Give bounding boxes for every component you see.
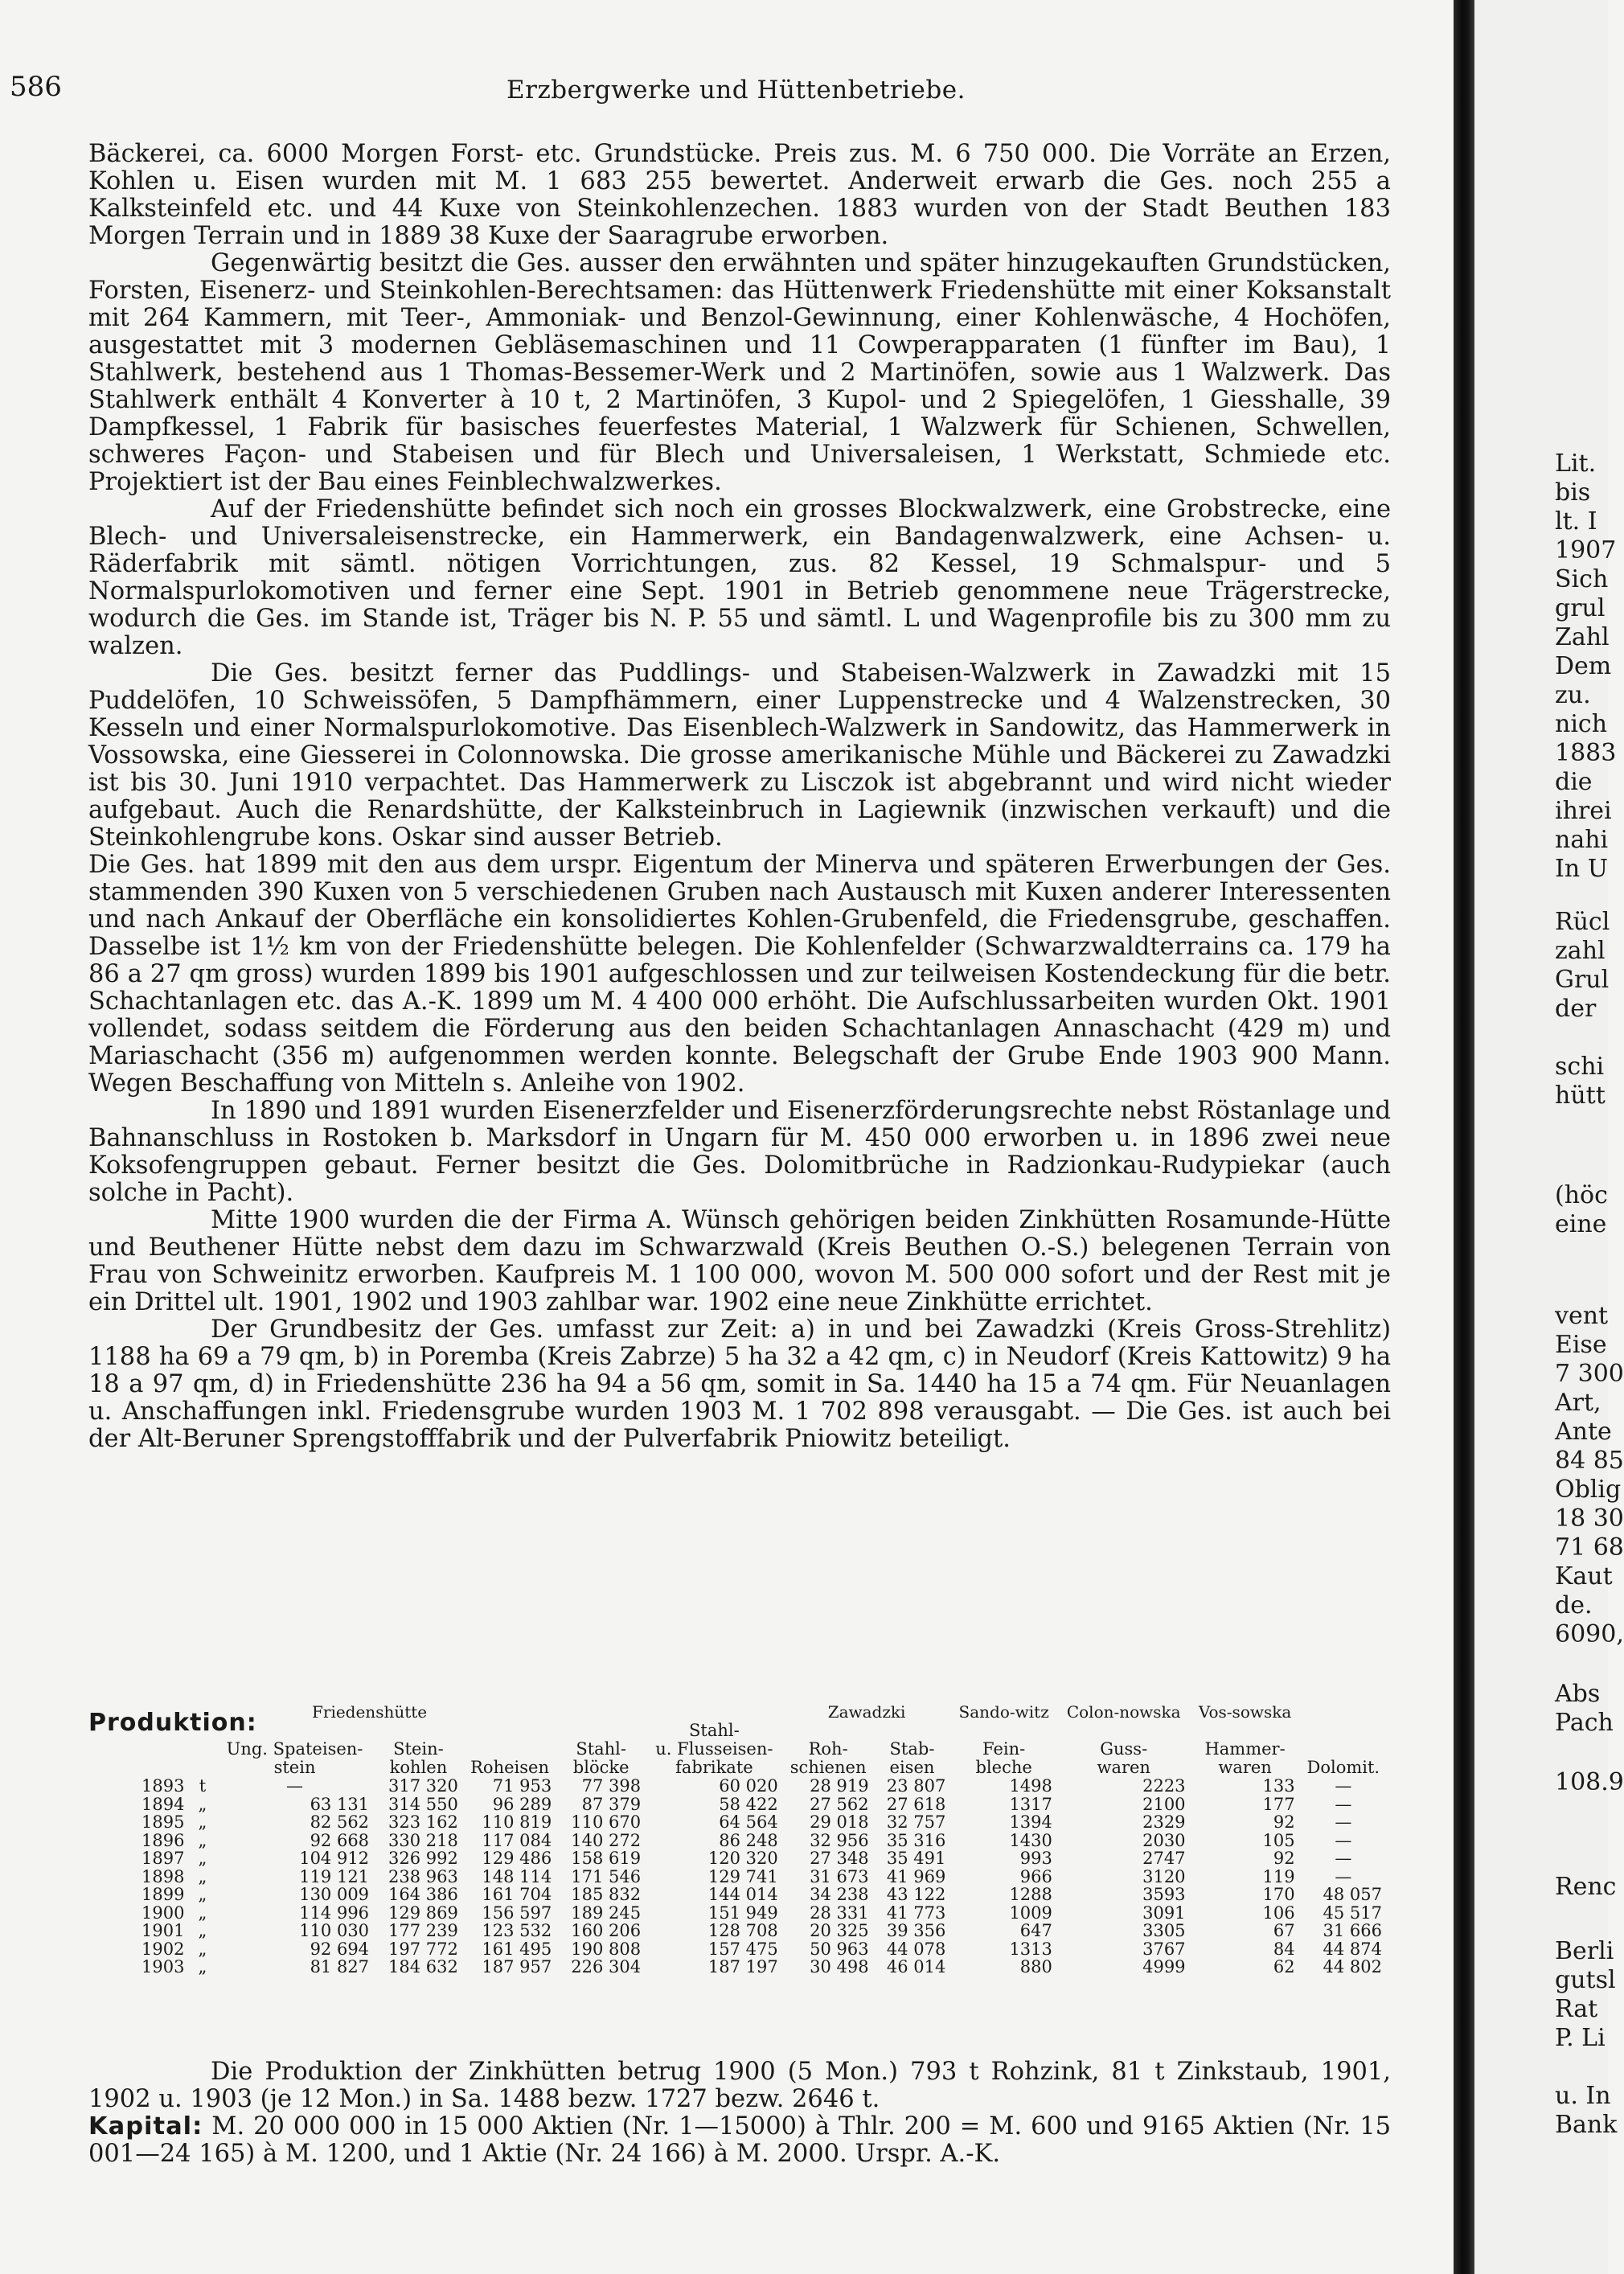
value-cell: 170 — [1262, 1885, 1295, 1904]
value-cell: 184 632 — [388, 1957, 458, 1976]
table-row — [137, 1886, 1387, 1904]
production-table — [137, 1703, 1387, 1976]
right-page-fragment: 18 30 — [1555, 1504, 1624, 1533]
value-cell: 46 014 — [886, 1957, 946, 1976]
value-cell: 966 — [1019, 1866, 1052, 1886]
value-cell: 106 — [1262, 1903, 1295, 1923]
column-header: Ung. Spateisen- stein — [226, 1739, 363, 1777]
value-cell: 129 741 — [707, 1866, 778, 1886]
value-cell: 35 491 — [886, 1849, 946, 1868]
value-cell: 48 057 — [1323, 1885, 1382, 1904]
value-cell: 148 114 — [482, 1866, 552, 1886]
right-page-fragment: vent — [1555, 1302, 1609, 1330]
group-zawadzki: Zawadzki — [827, 1702, 906, 1722]
unit-cell: „ — [198, 1866, 207, 1886]
value-cell: 3767 — [1142, 1939, 1186, 1959]
right-page-fragment: nich — [1555, 710, 1608, 738]
value-cell: 104 912 — [299, 1849, 370, 1868]
table-row — [137, 1777, 1387, 1796]
paragraph: Bäckerei, ca. 6000 Morgen Forst- etc. Grundstücke. Preis zus. M. 6 750 000. Die Vorräte an Erzen, Kohlen u. Eisen wurden mit M. 1 683 255 bewertet. Anderweit erwarb die Ges. noch 255 a Kalksteinfeld etc. und 44 Kuxe von Steinkohlenzechen. 1883 wurden von der Stadt Beuthen 183 Morgen Terrain und in 1889 38 Kuxe der Saaragrube erworben. — [88, 140, 1391, 250]
value-cell: 3120 — [1142, 1866, 1186, 1886]
right-page-fragment: Renc — [1555, 1873, 1617, 1901]
value-cell: 130 009 — [299, 1885, 370, 1904]
value-cell: 71 953 — [492, 1776, 552, 1796]
right-page-fragment: 1883 — [1555, 739, 1617, 767]
group-sandowitz: Sando-witz — [958, 1702, 1049, 1722]
unit-cell: „ — [198, 1794, 207, 1814]
unit-cell: „ — [198, 1939, 207, 1959]
column-header: Stab- eisen — [889, 1739, 935, 1777]
value-cell: 20 325 — [810, 1921, 869, 1940]
value-cell: 161 704 — [482, 1885, 552, 1904]
value-cell: 1313 — [1009, 1939, 1052, 1959]
value-cell: 67 — [1273, 1921, 1295, 1940]
group-colonnowska: Colon-nowska — [1066, 1702, 1181, 1722]
column-header: Stein- kohlen — [389, 1739, 448, 1777]
right-page-fragment: zu. — [1555, 681, 1591, 709]
value-cell: 119 121 — [299, 1866, 370, 1886]
value-cell: 993 — [1019, 1849, 1052, 1868]
value-cell: 647 — [1019, 1921, 1052, 1940]
value-cell: — — [286, 1776, 304, 1796]
value-cell: 41 969 — [886, 1866, 946, 1886]
right-page-fragment: ihrei — [1555, 797, 1612, 825]
value-cell: 133 — [1262, 1776, 1295, 1796]
table-row — [137, 1849, 1387, 1868]
value-cell: 114 996 — [299, 1903, 370, 1923]
kapital-text: M. 20 000 000 in 15 000 Aktien (Nr. 1—15000) à Thlr. 200 = M. 600 und 9165 Aktien (Nr. 15 001—24 165) à M. 1200, und 1 Aktie (Nr. 24 166) à M. 2000. Urspr. A.-K. — [88, 2112, 1392, 2168]
paragraph: Die Ges. hat 1899 mit den aus dem urspr. Eigentum der Minerva und späteren Erwerbungen der Ges. stammenden 390 Kuxen von 5 verschiedenen Gruben nach Austausch mit Kuxen anderer Interessenten und nach Ankauf der Oberfläche ein konsolidiertes Kohlen-Grubenfeld, die Friedensgrube, geschaffen. Dasselbe ist 1½ km von der Friedenshütte belegen. Die Kohlenfelder (Schwarzwaldterrains ca. 179 ha 86 a 27 qm gross) wurden 1899 bis 1901 aufgeschlossen und zur teilweisen Kostendeckung für die betr. Schachtanlagen etc. das A.-K. 1899 um M. 4 400 000 erhöht. Die Aufschlussarbeiten wurden Okt. 1901 vollendet, sodass seitdem die Förderung aus den beiden Schachtanlagen Annaschacht (429 m) und Mariaschacht (356 m) aufgenommen werden konnte. Belegschaft der Grube Ende 1903 900 Mann. Wegen Beschaffung von Mitteln s. Anleihe von 1902. — [88, 851, 1391, 1098]
year-cell: 1897 — [141, 1849, 185, 1868]
table-row — [137, 1958, 1387, 1976]
right-page-fragment: lt. I — [1555, 507, 1597, 536]
right-page-fragment: grul — [1555, 594, 1606, 622]
value-cell: 92 694 — [310, 1939, 370, 1959]
right-page-fragment: Dem — [1555, 652, 1612, 680]
year-cell: 1893 — [141, 1776, 185, 1796]
value-cell: 110 819 — [482, 1812, 552, 1832]
right-page-fragment: hütt — [1555, 1082, 1606, 1110]
paragraph: In 1890 und 1891 wurden Eisenerzfelder und Eisenerzförderungsrechte nebst Röstanlage und Bahnanschluss in Rostoken b. Marksdorf in Ungarn für M. 450 000 erworben u. in 1896 zwei neue Koksofengruppen gebaut. Ferner besitzt die Ges. Dolomitbrüche in Radzionkau-Rudypiekar (auch solche in Pacht). — [88, 1097, 1391, 1207]
unit-cell: „ — [198, 1921, 207, 1940]
year-cell: 1901 — [141, 1921, 185, 1940]
value-cell: 3091 — [1142, 1903, 1186, 1923]
right-page-fragment: 6090, — [1555, 1620, 1624, 1648]
right-page-fragment: (höc — [1555, 1181, 1608, 1209]
value-cell: 177 — [1262, 1794, 1295, 1814]
right-page-fragment: Rücl — [1555, 908, 1610, 936]
right-page-fragment: Ante — [1555, 1418, 1612, 1446]
value-cell: 129 869 — [388, 1903, 458, 1923]
value-cell: 314 550 — [388, 1794, 458, 1814]
value-cell: — — [1335, 1866, 1352, 1886]
value-cell: 151 949 — [707, 1903, 778, 1923]
right-page-fragment: eine — [1555, 1210, 1607, 1238]
table-row — [137, 1940, 1387, 1959]
value-cell: 177 239 — [388, 1921, 458, 1940]
table-row — [137, 1813, 1387, 1832]
value-cell: 238 963 — [388, 1866, 458, 1886]
value-cell: 317 320 — [388, 1776, 458, 1796]
value-cell: 190 808 — [571, 1939, 642, 1959]
value-cell: 2223 — [1142, 1776, 1186, 1796]
value-cell: 44 078 — [886, 1939, 946, 1959]
value-cell: 323 162 — [388, 1812, 458, 1832]
right-page-fragment: Art, — [1555, 1389, 1601, 1417]
page-number: 586 — [10, 71, 62, 103]
value-cell: 30 498 — [810, 1957, 869, 1976]
value-cell: 3593 — [1142, 1885, 1186, 1904]
right-page-fragment: P. Li — [1555, 2024, 1606, 2052]
table-row — [137, 1832, 1387, 1850]
group-vossowska: Vos-sowska — [1198, 1702, 1292, 1722]
value-cell: 81 827 — [310, 1957, 370, 1976]
unit-cell: „ — [198, 1885, 207, 1904]
value-cell: 128 708 — [707, 1921, 778, 1940]
column-header: Roheisen — [470, 1758, 549, 1777]
right-page-fragment: de. — [1555, 1591, 1593, 1619]
running-title: Erzbergwerke und Hüttenbetriebe. — [506, 76, 966, 105]
page-gutter-shadow — [1454, 0, 1474, 2274]
value-cell: 164 386 — [388, 1885, 458, 1904]
production-rows — [137, 1777, 1387, 1976]
right-page-fragment: 71 68 — [1555, 1533, 1624, 1562]
value-cell: 23 807 — [886, 1776, 946, 1796]
value-cell: 105 — [1262, 1830, 1295, 1850]
right-page-fragment: Rat — [1555, 1995, 1598, 2023]
value-cell: 27 562 — [810, 1794, 869, 1814]
year-cell: 1900 — [141, 1903, 185, 1923]
value-cell: 43 122 — [886, 1885, 946, 1904]
right-page-fragment: die — [1555, 768, 1593, 796]
value-cell: 27 618 — [886, 1794, 946, 1814]
right-page-fragment: u. In — [1555, 2082, 1611, 2110]
table-row — [137, 1796, 1387, 1814]
value-cell: 129 486 — [482, 1849, 552, 1868]
right-page-fragment: Pach — [1555, 1709, 1614, 1737]
value-cell: 226 304 — [571, 1957, 642, 1976]
column-header: Dolomit. — [1306, 1758, 1380, 1777]
zinc-production-text: Die Produktion der Zinkhütten betrug 1900 (5 Mon.) 793 t Rohzink, 81 t Zinkstaub, 1901, 1902 u. 1903 (je 12 Mon.) in Sa. 1488 bezw. 1727 bezw. 2646 t. — [88, 2058, 1391, 2113]
value-cell: — — [1335, 1812, 1352, 1832]
value-cell: 31 673 — [810, 1866, 869, 1886]
value-cell: 156 597 — [482, 1903, 552, 1923]
right-page-fragment: Abs — [1555, 1680, 1601, 1708]
group-friedenshuette: Friedenshütte — [312, 1702, 428, 1722]
value-cell: 110 030 — [299, 1921, 370, 1940]
value-cell: 2030 — [1142, 1830, 1186, 1850]
value-cell: 82 562 — [310, 1812, 370, 1832]
year-cell: 1899 — [141, 1885, 185, 1904]
value-cell: 4999 — [1142, 1957, 1186, 1976]
value-cell: 92 — [1273, 1812, 1295, 1832]
value-cell: 28 331 — [810, 1903, 869, 1923]
right-page-fragment: nahi — [1555, 826, 1609, 854]
right-page-fragment: schi — [1555, 1053, 1605, 1081]
value-cell: 123 532 — [482, 1921, 552, 1940]
right-page-fragment: der — [1555, 995, 1597, 1023]
value-cell: 41 773 — [886, 1903, 946, 1923]
unit-cell: „ — [198, 1849, 207, 1868]
right-page-fragment: Zahl — [1555, 623, 1610, 651]
right-page-fragment: Oblig — [1555, 1476, 1622, 1504]
value-cell: 119 — [1262, 1866, 1295, 1886]
value-cell: 189 245 — [571, 1903, 642, 1923]
unit-cell: „ — [198, 1957, 207, 1976]
value-cell: 160 206 — [571, 1921, 642, 1940]
value-cell: 39 356 — [886, 1921, 946, 1940]
value-cell: — — [1335, 1794, 1352, 1814]
paragraph: Gegenwärtig besitzt die Ges. ausser den erwähnten und später hinzugekauften Grundstücken, Forsten, Eisenerz- und Steinkohlen-Berechtsamen: das Hüttenwerk Friedenshütte mit einer Koksanstalt mit 264 Kammern, mit Teer-, Ammoniak- und Benzol-Gewinnung, einer Kohlenwäsche, 4 Hochöfen, ausgestattet mit 3 modernen Gebläsemaschinen und 11 Cowperapparaten (1 fünfter im Bau), 1 Stahlwerk, bestehend aus 1 Thomas-Bessemer-Werk und 2 Martinöfen, sowie aus 1 Walzwerk. Das Stahlwerk enthält 4 Konverter à 10 t, 2 Martinöfen, 3 Kupol- und 2 Spiegelöfen, 1 Giesshalle, 39 Dampfkessel, 1 Fabrik für basisches feuerfestes Material, 1 Walzwerk für Schienen, Schwellen, schweres Façon- und Stabeisen und für Blech und Universaleisen, 1 Werkstatt, Schmiede etc. Projektiert ist der Bau eines Feinblechwalzwerkes. — [88, 249, 1391, 496]
table-row — [137, 1922, 1387, 1940]
column-header: Fein- bleche — [975, 1739, 1032, 1777]
right-page-fragment: Lit. — [1555, 449, 1597, 478]
right-page-fragment: Bank — [1555, 2111, 1618, 2139]
right-page-fragment: Kaut — [1555, 1562, 1613, 1591]
right-page-fragment: gutsl — [1555, 1966, 1616, 1994]
value-cell: 32 956 — [810, 1830, 869, 1850]
value-cell: 2100 — [1142, 1794, 1186, 1814]
value-cell: 45 517 — [1323, 1903, 1382, 1923]
value-cell: 44 802 — [1323, 1957, 1382, 1976]
value-cell: 64 564 — [719, 1812, 778, 1832]
value-cell: 2747 — [1142, 1849, 1186, 1868]
right-page-fragment: 84 85 — [1555, 1447, 1624, 1475]
value-cell: 161 495 — [482, 1939, 552, 1959]
value-cell: 1430 — [1009, 1830, 1052, 1850]
value-cell: 35 316 — [886, 1830, 946, 1850]
adjacent-page-fragment — [1474, 0, 1624, 2274]
value-cell: 28 919 — [810, 1776, 869, 1796]
column-header: Guss- waren — [1097, 1739, 1150, 1777]
column-header: Roh- schienen — [789, 1739, 867, 1777]
value-cell: 158 619 — [571, 1849, 642, 1868]
value-cell: 326 992 — [388, 1849, 458, 1868]
value-cell: 144 014 — [707, 1885, 778, 1904]
year-cell: 1902 — [141, 1939, 185, 1959]
value-cell: 187 197 — [707, 1957, 778, 1976]
value-cell: 31 666 — [1323, 1921, 1382, 1940]
right-page-fragment: 7 300 — [1555, 1360, 1624, 1388]
table-row — [137, 1904, 1387, 1923]
group-header-row — [137, 1703, 1387, 1722]
value-cell: 60 020 — [719, 1776, 778, 1796]
right-page-fragment: zahl — [1555, 937, 1606, 965]
value-cell: 110 670 — [571, 1812, 642, 1832]
kapital-paragraph — [88, 2113, 1391, 2168]
value-cell: 1394 — [1009, 1812, 1052, 1832]
year-cell: 1898 — [141, 1866, 185, 1886]
paragraph: Die Ges. besitzt ferner das Puddlings- und Stabeisen-Walzwerk in Zawadzki mit 15 Puddelöfen, 10 Schweissöfen, 5 Dampfhämmern, einer Luppenstrecke und 4 Walzenstrecken, 30 Kesseln und einer Normalspurlokomotive. Das Eisenblech-Walzwerk in Sandowitz, das Hammerwerk in Vossowska, eine Giesserei in Colonnowska. Die grosse amerikanische Mühle und Bäckerei zu Zawadzki ist bis 30. Juni 1910 verpachtet. Das Hammerwerk zu Lisczok ist abgebrannt und wird nicht wieder aufgebaut. Auch die Renardshütte, der Kalksteinbruch in Lagiewnik (inzwischen verkauft) und die Steinkohlengrube kons. Oskar sind ausser Betrieb. — [88, 659, 1391, 852]
value-cell: 330 218 — [388, 1830, 458, 1850]
value-cell: — — [1335, 1849, 1352, 1868]
value-cell: 117 084 — [482, 1830, 552, 1850]
year-cell: 1903 — [141, 1957, 185, 1976]
value-cell: 120 320 — [707, 1849, 778, 1868]
right-page-fragment: 1907 — [1555, 536, 1617, 564]
value-cell: 86 248 — [719, 1830, 778, 1850]
value-cell: 157 475 — [707, 1939, 778, 1959]
value-cell: 1317 — [1009, 1794, 1052, 1814]
after-table-text — [88, 2059, 1391, 2168]
value-cell: 77 398 — [581, 1776, 642, 1796]
right-page-fragment: In U — [1555, 855, 1608, 883]
value-cell: 96 289 — [492, 1794, 552, 1814]
value-cell: 197 772 — [388, 1939, 458, 1959]
unit-cell: „ — [198, 1830, 207, 1850]
right-page-fragment: 108.9 — [1555, 1768, 1624, 1796]
value-cell: 1009 — [1009, 1903, 1052, 1923]
year-cell: 1895 — [141, 1812, 185, 1832]
value-cell: 87 379 — [581, 1794, 642, 1814]
value-cell: 32 757 — [886, 1812, 946, 1832]
unit-cell: t — [199, 1776, 207, 1796]
value-cell: 1288 — [1009, 1885, 1052, 1904]
value-cell: 62 — [1273, 1957, 1295, 1976]
unit-cell: „ — [198, 1812, 207, 1832]
value-cell: 27 348 — [810, 1849, 869, 1868]
paragraph: Der Grundbesitz der Ges. umfasst zur Zeit: a) in und bei Zawadzki (Kreis Gross-Strehlitz) 1188 ha 69 a 79 qm, b) in Poremba (Kreis Zabrze) 5 ha 32 a 42 qm, c) in Neudorf (Kreis Kattowitz) 9 ha 18 a 97 qm, d) in Friedenshütte 236 ha 94 a 56 qm, somit in Sa. 1440 ha 15 a 74 qm. Für Neuanlagen u. Anschaffungen inkl. Friedensgrube wurden 1903 M. 1 702 898 verausgabt. — Die Ges. ist auch bei der Alt-Beruner Sprengstofffabrik und der Pulverfabrik Pniowitz beteiligt. — [88, 1316, 1391, 1453]
right-page-fragment: bis — [1555, 478, 1591, 507]
value-cell: 1498 — [1009, 1776, 1052, 1796]
kapital-label: Kapital: — [88, 2112, 203, 2141]
value-cell: 58 422 — [719, 1794, 778, 1814]
value-cell: — — [1335, 1830, 1352, 1850]
paragraph: Auf der Friedenshütte befindet sich noch ein grosses Blockwalzwerk, eine Grobstrecke, eine Blech- und Universaleisenstrecke, ein Hammerwerk, ein Bandagenwalzwerk, eine Achsen- u. Räderfabrik mit sämtl. nötigen Vorrichtungen, zus. 82 Kessel, 19 Schmalspur- und 5 Normalspurlokomotiven und ferner eine Sept. 1901 in Betrieb genommene neue Trägerstrecke, wodurch die Ges. im Stande ist, Träger bis N. P. 55 und sämtl. L und Wagenprofile bis zu 300 mm zu walzen. — [88, 495, 1391, 660]
right-page-fragment: Grul — [1555, 966, 1610, 994]
value-cell: 185 832 — [571, 1885, 642, 1904]
value-cell: 171 546 — [571, 1866, 642, 1886]
year-cell: 1896 — [141, 1830, 185, 1850]
column-header: Hammer- waren — [1204, 1739, 1286, 1777]
table-row — [137, 1868, 1387, 1886]
value-cell: 84 — [1273, 1939, 1295, 1959]
value-cell: 63 131 — [310, 1794, 370, 1814]
value-cell: 34 238 — [810, 1885, 869, 1904]
unit-cell: „ — [198, 1903, 207, 1923]
column-header-row — [137, 1722, 1387, 1777]
value-cell: 92 668 — [310, 1830, 370, 1850]
value-cell: 140 272 — [571, 1830, 642, 1850]
value-cell: 44 874 — [1323, 1939, 1382, 1959]
value-cell: 92 — [1273, 1849, 1295, 1868]
value-cell: 2329 — [1142, 1812, 1186, 1832]
column-header: Stahl- blöcke — [572, 1739, 630, 1777]
right-page-fragment: Eise — [1555, 1331, 1607, 1359]
value-cell: — — [1335, 1776, 1352, 1796]
value-cell: 880 — [1019, 1957, 1052, 1976]
value-cell: 50 963 — [810, 1939, 869, 1959]
value-cell: 187 957 — [482, 1957, 552, 1976]
right-page-fragment: Berli — [1555, 1937, 1614, 1965]
paragraph: Mitte 1900 wurden die der Firma A. Wünsch gehörigen beiden Zinkhütten Rosamunde-Hütte und Beuthener Hütte nebst dem dazu im Schwarzwald (Kreis Beuthen O.-S.) belegenen Terrain von Frau von Schweinitz erworben. Kaufpreis M. 1 100 000, wovon M. 500 000 sofort und der Rest mit je ein Drittel ult. 1901, 1902 und 1903 zahlbar war. 1902 eine neue Zinkhütte errichtet. — [88, 1206, 1391, 1316]
production-label: Produktion: — [88, 1709, 257, 1737]
right-page-fragment: Sich — [1555, 565, 1609, 593]
column-header: Stahl- u. Flusseisen- fabrikate — [655, 1721, 773, 1777]
value-cell: 29 018 — [810, 1812, 869, 1832]
article-body — [88, 141, 1391, 1453]
value-cell: 3305 — [1142, 1921, 1186, 1940]
year-cell: 1894 — [141, 1794, 185, 1814]
